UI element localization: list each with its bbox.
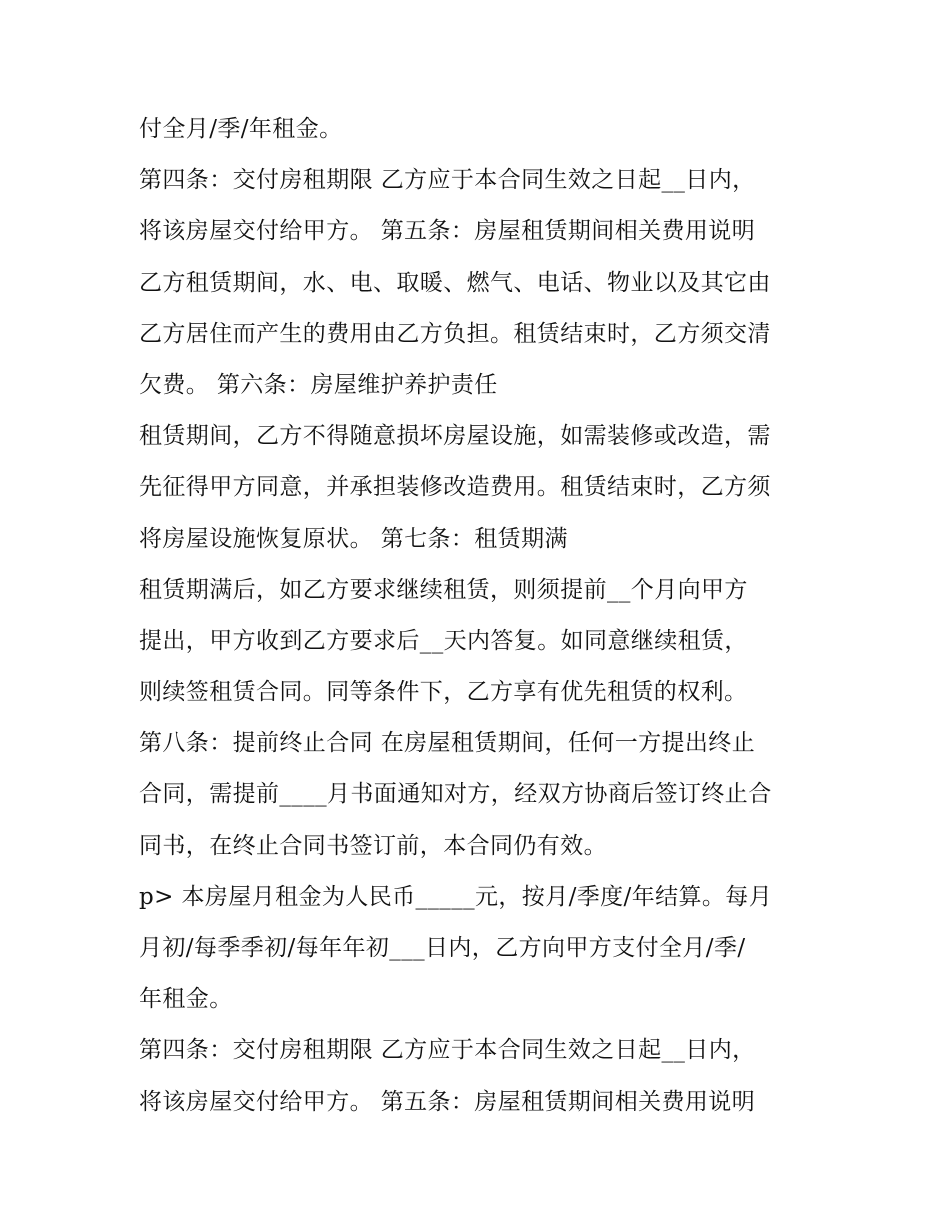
text-line: 合同，需提前____月书面通知对方，经双方协商后签订终止合 <box>139 781 772 808</box>
text-line: 租赁期间，乙方不得随意损坏房屋设施，如需装修或改造，需 <box>139 423 771 450</box>
text-line: 付全月/季/年租金。 <box>139 116 343 142</box>
text-line: p> 本房屋月租金为人民币_____元，按月/季度/年结算。每月 <box>139 883 773 910</box>
text-line: 月初/每季季初/每年年初___日内，乙方向甲方支付全月/季/ <box>139 935 746 961</box>
text-line: 同书，在终止合同书签订前，本合同仍有效。 <box>139 832 607 859</box>
text-line: 则续签租赁合同。同等条件下，乙方享有优先租赁的权利。 <box>139 679 748 706</box>
text-line: 将房屋设施恢复原状。 第七条：租赁期满 <box>139 525 568 552</box>
document-body <box>139 104 829 1128</box>
text-line: 将该房屋交付给甲方。 第五条：房屋租赁期间相关费用说明 <box>139 1088 756 1115</box>
text-line: 欠费。 第六条：房屋维护养护责任 <box>139 371 498 398</box>
text-line: 租赁期满后，如乙方要求继续租赁，则须提前__个月向甲方 <box>139 576 748 603</box>
text-line: 第八条：提前终止合同 在房屋租赁期间，任何一方提出终止 <box>139 730 756 757</box>
text-line: 第四条：交付房租期限 乙方应于本合同生效之日起__日内， <box>139 1037 756 1064</box>
text-line: 第四条：交付房租期限 乙方应于本合同生效之日起__日内， <box>139 167 756 194</box>
text-line: 乙方租赁期间，水、电、取暖、燃气、电话、物业以及其它由 <box>139 269 771 296</box>
text-line: 年租金。 <box>139 986 233 1013</box>
text-line: 提出，甲方收到乙方要求后__天内答复。如同意继续租赁， <box>139 627 748 654</box>
text-line: 将该房屋交付给甲方。 第五条：房屋租赁期间相关费用说明 <box>139 218 756 245</box>
text-line: 乙方居住而产生的费用由乙方负担。租赁结束时，乙方须交清 <box>139 320 771 347</box>
text-line: 先征得甲方同意，并承担装修改造费用。租赁结束时，乙方须 <box>139 474 771 501</box>
